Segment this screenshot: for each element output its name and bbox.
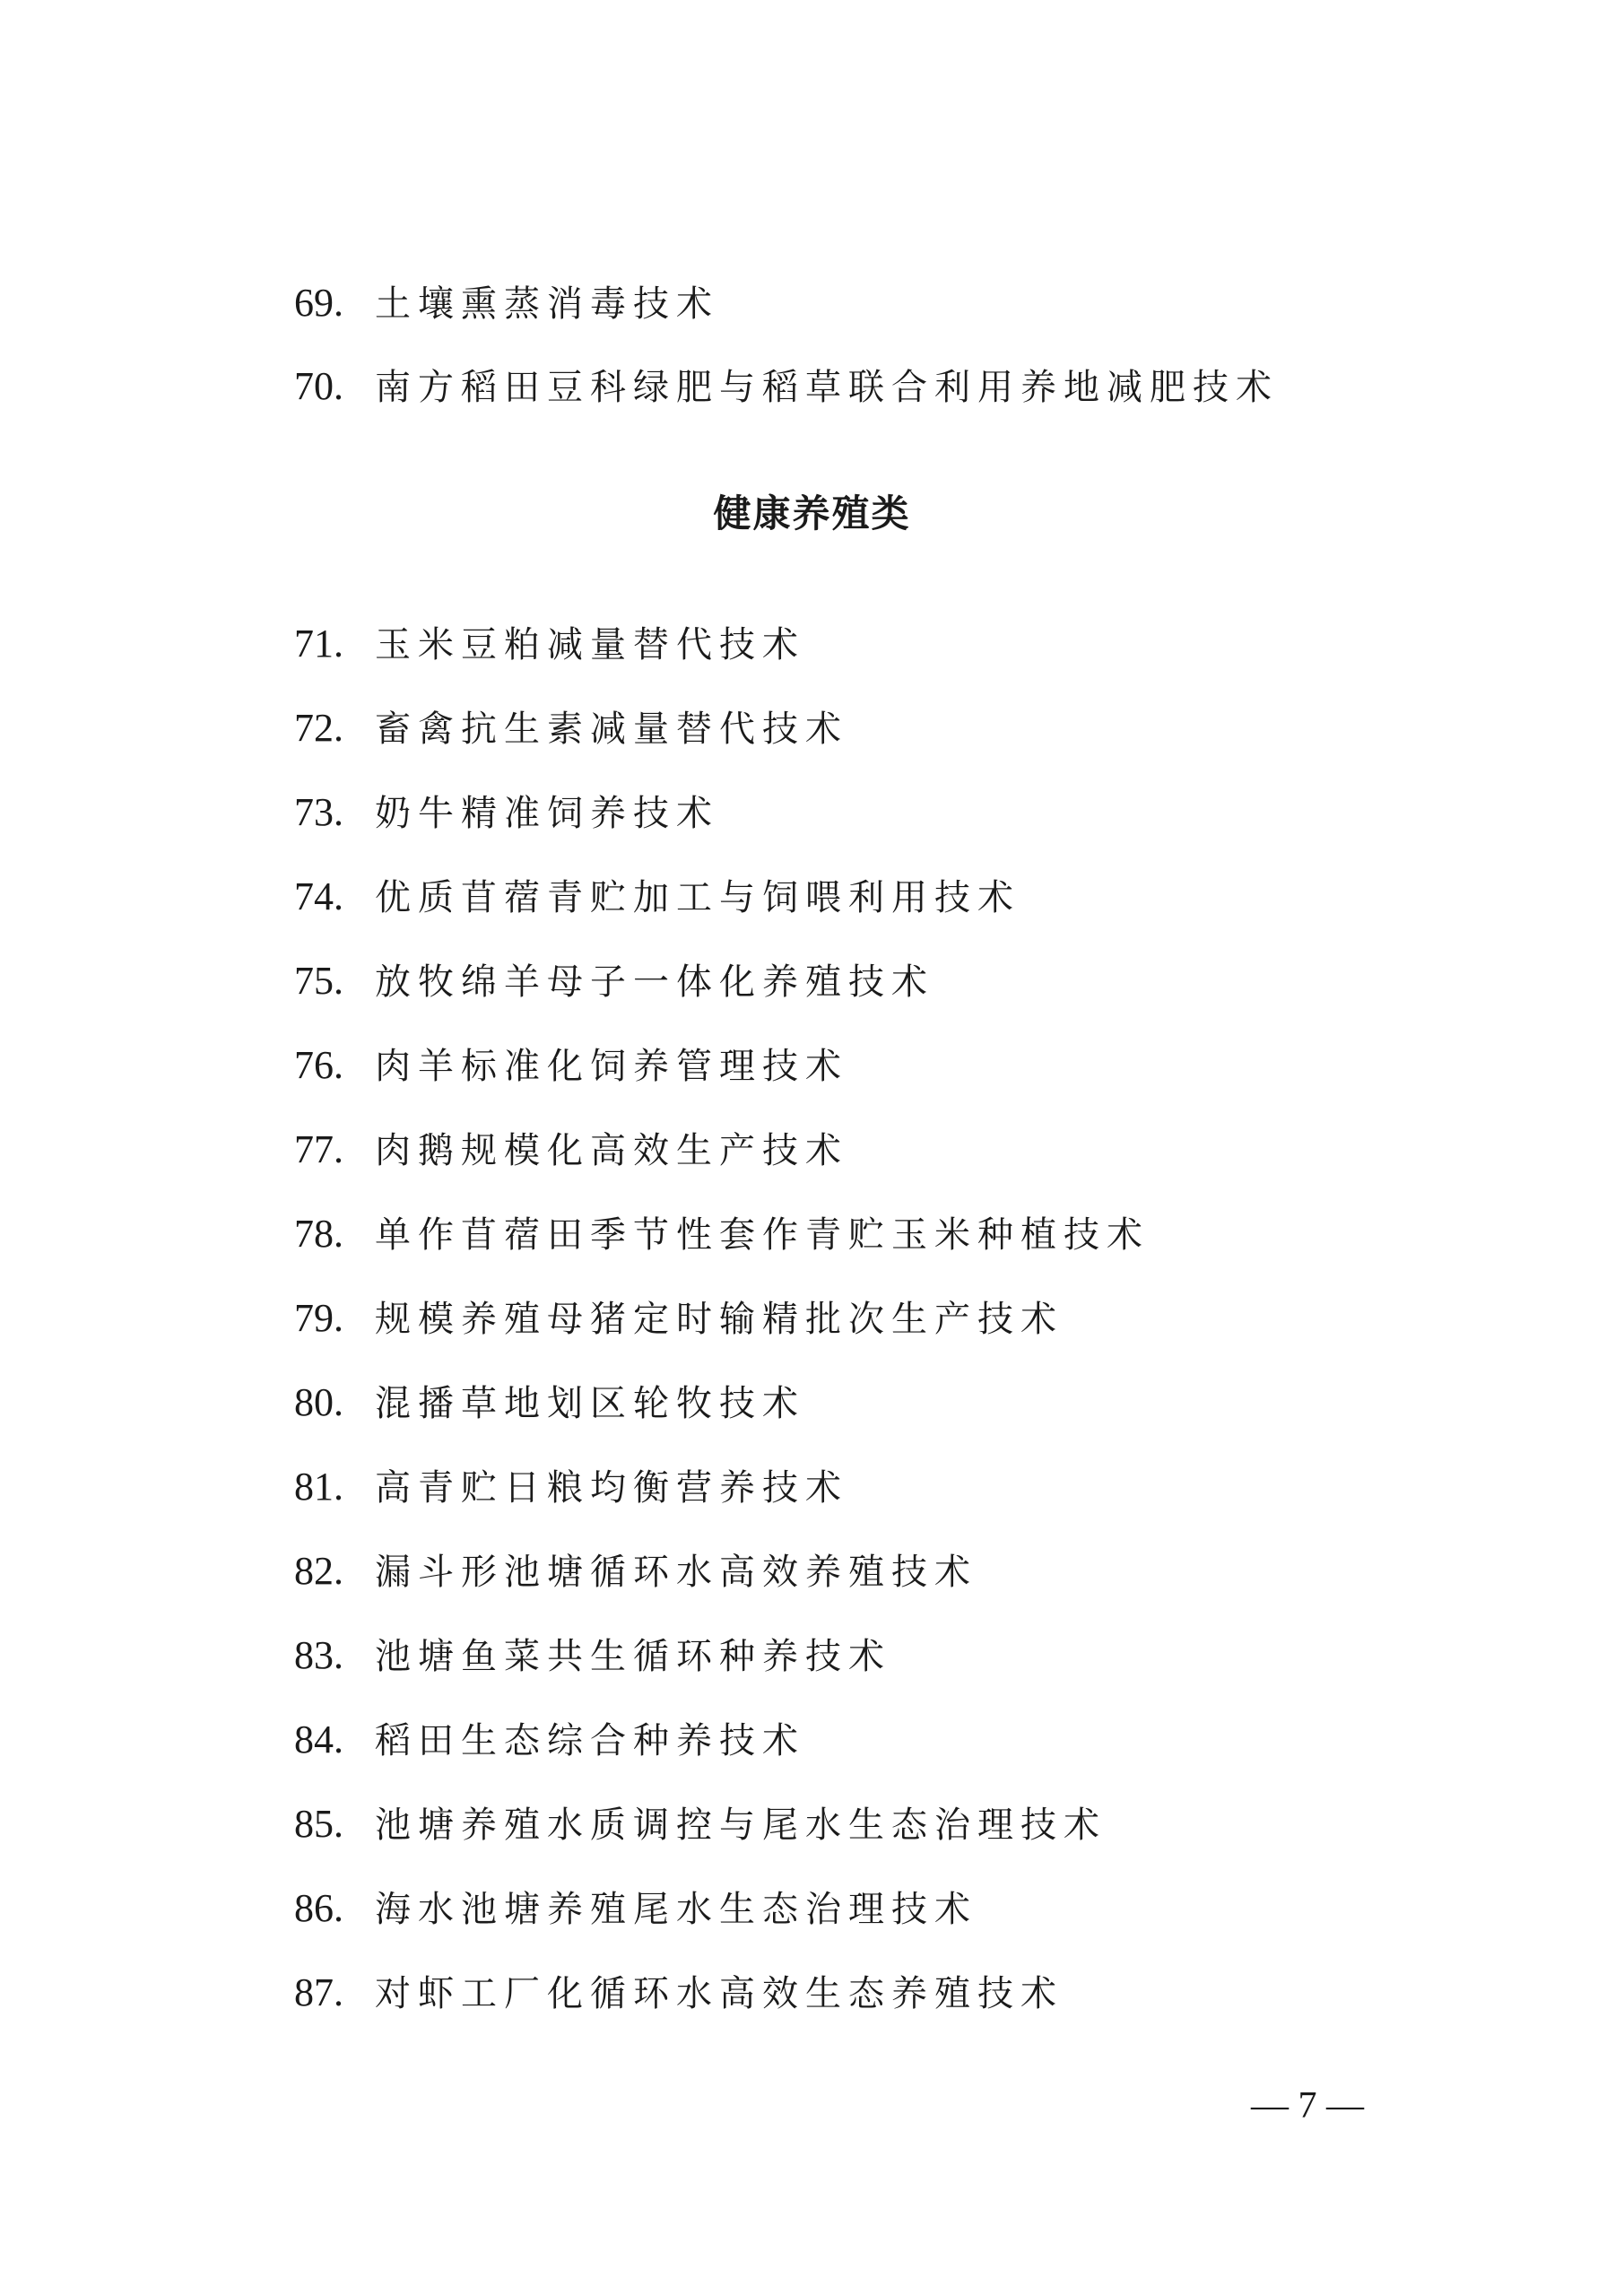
list-item [294,1118,848,1181]
list-item [294,1456,848,1518]
list-item [294,697,848,760]
item-number: 73. [294,790,343,834]
list-item [294,1961,1064,2024]
item-number: 86. [294,1886,343,1930]
item-number: 76. [294,1043,343,1087]
item-text: 放牧绵羊母子一体化养殖技术 [375,961,934,1003]
item-number: 80. [294,1380,343,1424]
item-number: 70. [294,364,343,408]
list-item [294,613,805,675]
item-number: 82. [294,1549,343,1593]
item-text: 肉羊标准化饲养管理技术 [375,1046,848,1087]
item-text: 单作苜蓿田季节性套作青贮玉米种植技术 [375,1214,1150,1256]
item-text: 奶牛精准饲养技术 [375,793,719,834]
item-number: 69. [294,281,343,325]
list-item [294,1624,891,1687]
list-item [294,1371,805,1434]
item-number: 87. [294,1970,343,2014]
list-item [294,865,1020,928]
item-text: 稻田生态综合种养技术 [375,1720,805,1761]
item-text: 畜禽抗生素减量替代技术 [375,709,848,750]
item-number: 74. [294,874,343,918]
item-number: 84. [294,1718,343,1761]
list-item [294,1287,1064,1350]
item-text: 混播草地划区轮牧技术 [375,1383,805,1424]
item-number: 71. [294,622,343,665]
list-item [294,355,1279,418]
item-text: 肉鹅规模化高效生产技术 [375,1130,848,1171]
list-item [294,272,719,335]
list-item [294,950,934,1013]
item-number: 77. [294,1127,343,1171]
list-item [294,1203,1150,1265]
list-item [294,1034,848,1097]
list-item [294,1540,977,1603]
list-item [294,1793,1107,1856]
item-text: 高青贮日粮均衡营养技术 [375,1467,848,1509]
item-text: 池塘鱼菜共生循环种养技术 [375,1636,891,1677]
item-text: 对虾工厂化循环水高效生态养殖技术 [375,1973,1064,2014]
item-number: 85. [294,1802,343,1846]
page-number: — 7 — [1251,2085,1364,2126]
list-item [294,1877,977,1940]
section-heading: 健康养殖类 [713,491,911,535]
item-text: 规模养殖母猪定时输精批次生产技术 [375,1299,1064,1340]
item-number: 81. [294,1465,343,1509]
item-number: 75. [294,959,343,1003]
item-number: 79. [294,1296,343,1340]
item-number: 83. [294,1633,343,1677]
item-number: 72. [294,706,343,750]
item-text: 南方稻田豆科绿肥与稻草联合利用养地减肥技术 [375,367,1279,408]
item-text: 优质苜蓿青贮加工与饲喂利用技术 [375,877,1020,918]
list-item [294,781,719,844]
item-text: 池塘养殖水质调控与尾水生态治理技术 [375,1805,1107,1846]
item-number: 78. [294,1212,343,1256]
item-text: 土壤熏蒸消毒技术 [375,283,719,325]
item-text: 海水池塘养殖尾水生态治理技术 [375,1889,977,1930]
item-text: 玉米豆粕减量替代技术 [375,624,805,665]
list-item [294,1709,805,1771]
item-text: 漏斗形池塘循环水高效养殖技术 [375,1552,977,1593]
